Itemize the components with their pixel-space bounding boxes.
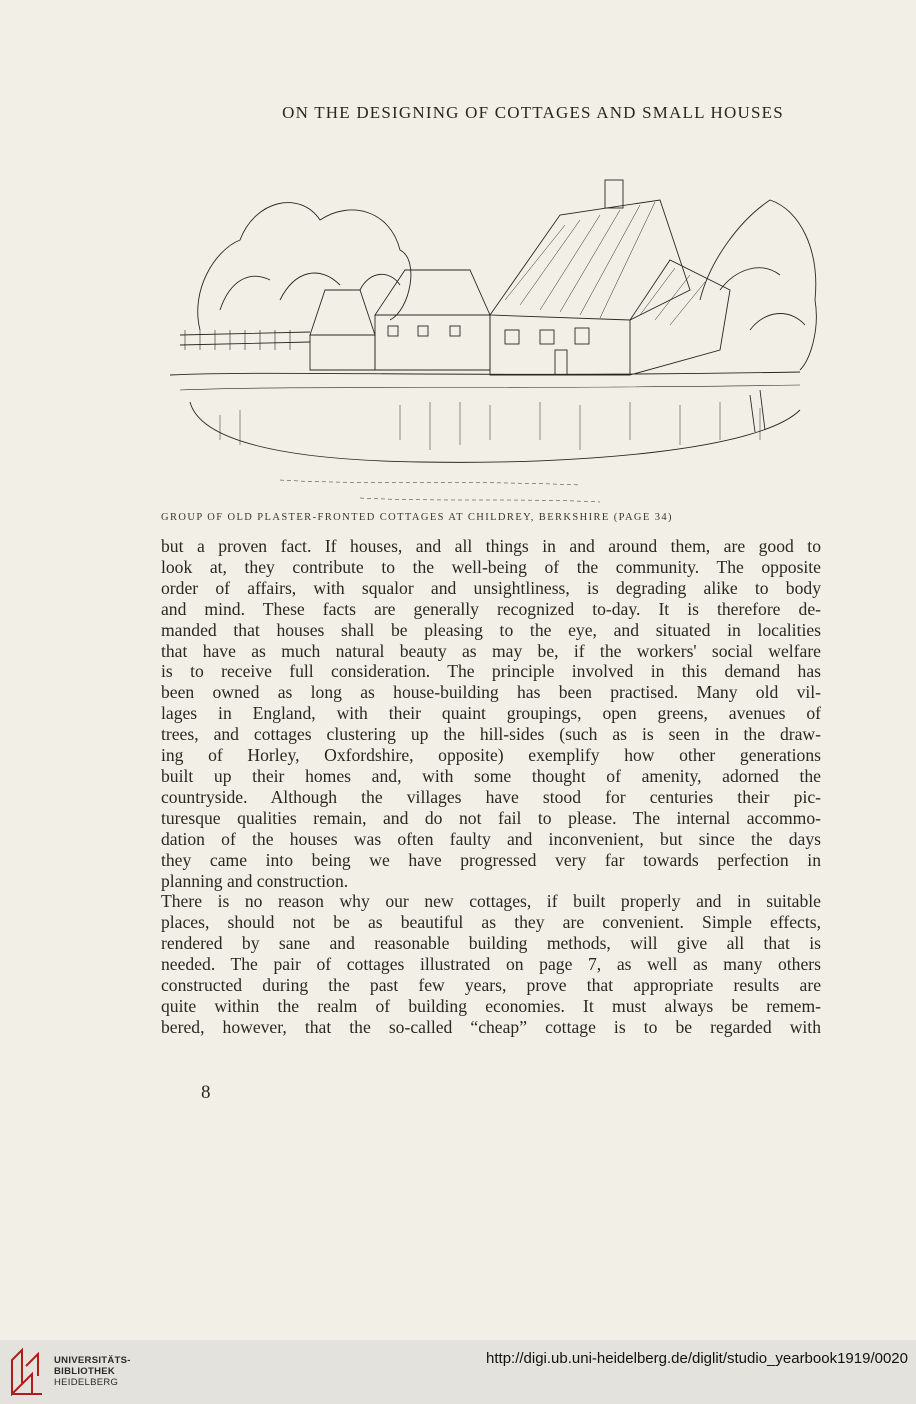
body-line: been owned as long as house-building has been practised. Many old vil- [161, 682, 821, 703]
tree-right [700, 200, 816, 370]
body-line: order of affairs, with squalor and unsightliness, is degrading alike to body [161, 577, 821, 598]
library-line-3: HEIDELBERG [54, 1377, 119, 1388]
thatched-roof [490, 200, 690, 320]
tree-left [198, 203, 411, 330]
body-line: they came into being we have progressed very far towards perfection in [161, 849, 821, 870]
body-line: ing of Horley, Oxfordshire, opposite) exemplify how other generations [161, 745, 821, 766]
body-line: and mind. These facts are generally recognized to-day. It is therefore de- [161, 598, 821, 619]
page-number: 8 [201, 1082, 211, 1103]
body-line: places, should not be as beautiful as they are convenient. Simple effects, [161, 912, 821, 933]
body-line: There is no reason why our new cottages, if built properly and in suitable [161, 891, 821, 912]
cottage-row [375, 270, 490, 370]
body-text [161, 536, 821, 1038]
cottage-small-left [310, 290, 375, 370]
library-line-1: UNIVERSITÄTS- [54, 1355, 131, 1366]
body-line: turesque qualities remain, and do not fail to please. The internal accommo- [161, 807, 821, 828]
cottage-front [490, 315, 630, 375]
library-logo-icon[interactable] [8, 1346, 48, 1398]
body-line: planning and construction. [161, 870, 349, 891]
figure-caption: GROUP OF OLD PLASTER-FRONTED COTTAGES AT CHILDREY, BERKSHIRE (PAGE 34) [161, 512, 673, 523]
body-line: needed. The pair of cottages illustrated on page 7, as well as many others [161, 954, 821, 975]
body-line: trees, and cottages clustering up the hill-sides (such as is seen in the draw- [161, 724, 821, 745]
body-line: manded that houses shall be pleasing to the eye, and situated in localities [161, 619, 821, 640]
body-line: built up their homes and, with some thought of amenity, adorned the [161, 765, 821, 786]
pond-edge [190, 402, 800, 462]
thatched-roof-right [630, 260, 730, 375]
body-line: countryside. Although the villages have stood for centuries their pic- [161, 786, 821, 807]
body-line: constructed during the past few years, prove that appropriate results are [161, 975, 821, 996]
body-line: quite within the realm of building economies. It must always be remem- [161, 995, 821, 1016]
body-line: is to receive full consideration. The principle involved in this demand has [161, 661, 821, 682]
body-line: look at, they contribute to the well-being of the community. The opposite [161, 556, 821, 577]
body-line: lages in England, with their quaint groupings, open greens, avenues of [161, 703, 821, 724]
running-head: ON THE DESIGNING OF COTTAGES AND SMALL HOUSES [282, 103, 784, 122]
library-name [54, 1355, 131, 1388]
body-line: dation of the houses was often faulty and inconvenient, but since the days [161, 828, 821, 849]
source-url-link[interactable]: http://digi.ub.uni-heidelberg.de/diglit/studio_yearbook1919/0020 [486, 1350, 908, 1367]
body-line: that have as much natural beauty as may be, if the workers' social welfare [161, 640, 821, 661]
body-line: rendered by sane and reasonable building methods, will give all that is [161, 933, 821, 954]
body-line: but a proven fact. If houses, and all things in and around them, are good to [161, 536, 821, 556]
cottages-illustration [160, 140, 820, 510]
body-line: bered, however, that the so-called “cheap” cottage is to be regarded with [161, 1016, 821, 1037]
chimney [605, 180, 623, 208]
library-line-2: BIBLIOTHEK [54, 1366, 116, 1377]
bank [170, 372, 800, 375]
